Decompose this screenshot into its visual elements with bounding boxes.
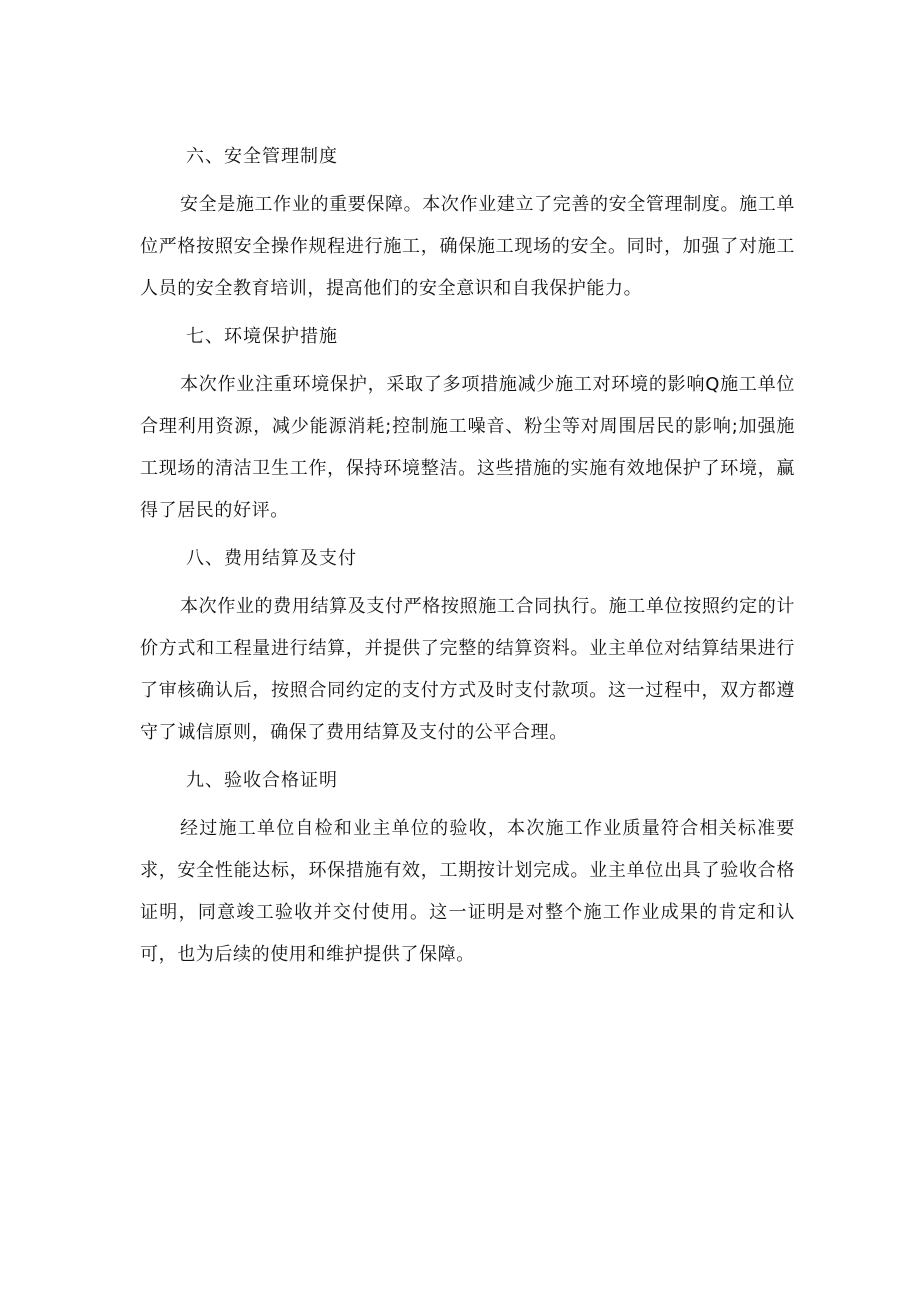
section-heading-settlement: 八、费用结算及支付	[186, 548, 357, 569]
document-body	[140, 136, 795, 982]
section-body-acceptance: 经过施工单位自检和业主单位的验收，本次施工作业质量符合相关标准要求，安全性能达标，环保措施有效，工期按计划完成。业主单位出具了验收合格证明，同意竣工验收并交付使用。这一证明是对整个施工作业成果的肯定和认可，也为后续的使用和维护提供了保障。	[140, 818, 795, 965]
section-body-settlement: 本次作业的费用结算及支付严格按照施工合同执行。施工单位按照约定的计价方式和工程量进行结算，并提供了完整的结算资料。业主单位对结算结果进行了审核确认后，按照合同约定的支付方式及时支付款项。这一过程中，双方都遵守了诚信原则，确保了费用结算及支付的公平合理。	[140, 596, 795, 743]
section-body-safety: 安全是施工作业的重要保障。本次作业建立了完善的安全管理制度。施工单位严格按照安全操作规程进行施工，确保施工现场的安全。同时，加强了对施工人员的安全教育培训，提高他们的安全意识和自我保护能力。	[140, 194, 795, 299]
section-heading-acceptance: 九、验收合格证明	[186, 770, 338, 791]
section-heading-environment: 七、环境保护措施	[186, 326, 338, 347]
section-body-environment: 本次作业注重环境保护，采取了多项措施减少施工对环境的影响Q施工单位合理利用资源，减少能源消耗;控制施工噪音、粉尘等对周围居民的影响;加强施工现场的清洁卫生工作，保持环境整洁。这些措施的实施有效地保护了环境，赢得了居民的好评。	[140, 374, 795, 521]
section-heading-safety: 六、安全管理制度	[186, 146, 338, 167]
